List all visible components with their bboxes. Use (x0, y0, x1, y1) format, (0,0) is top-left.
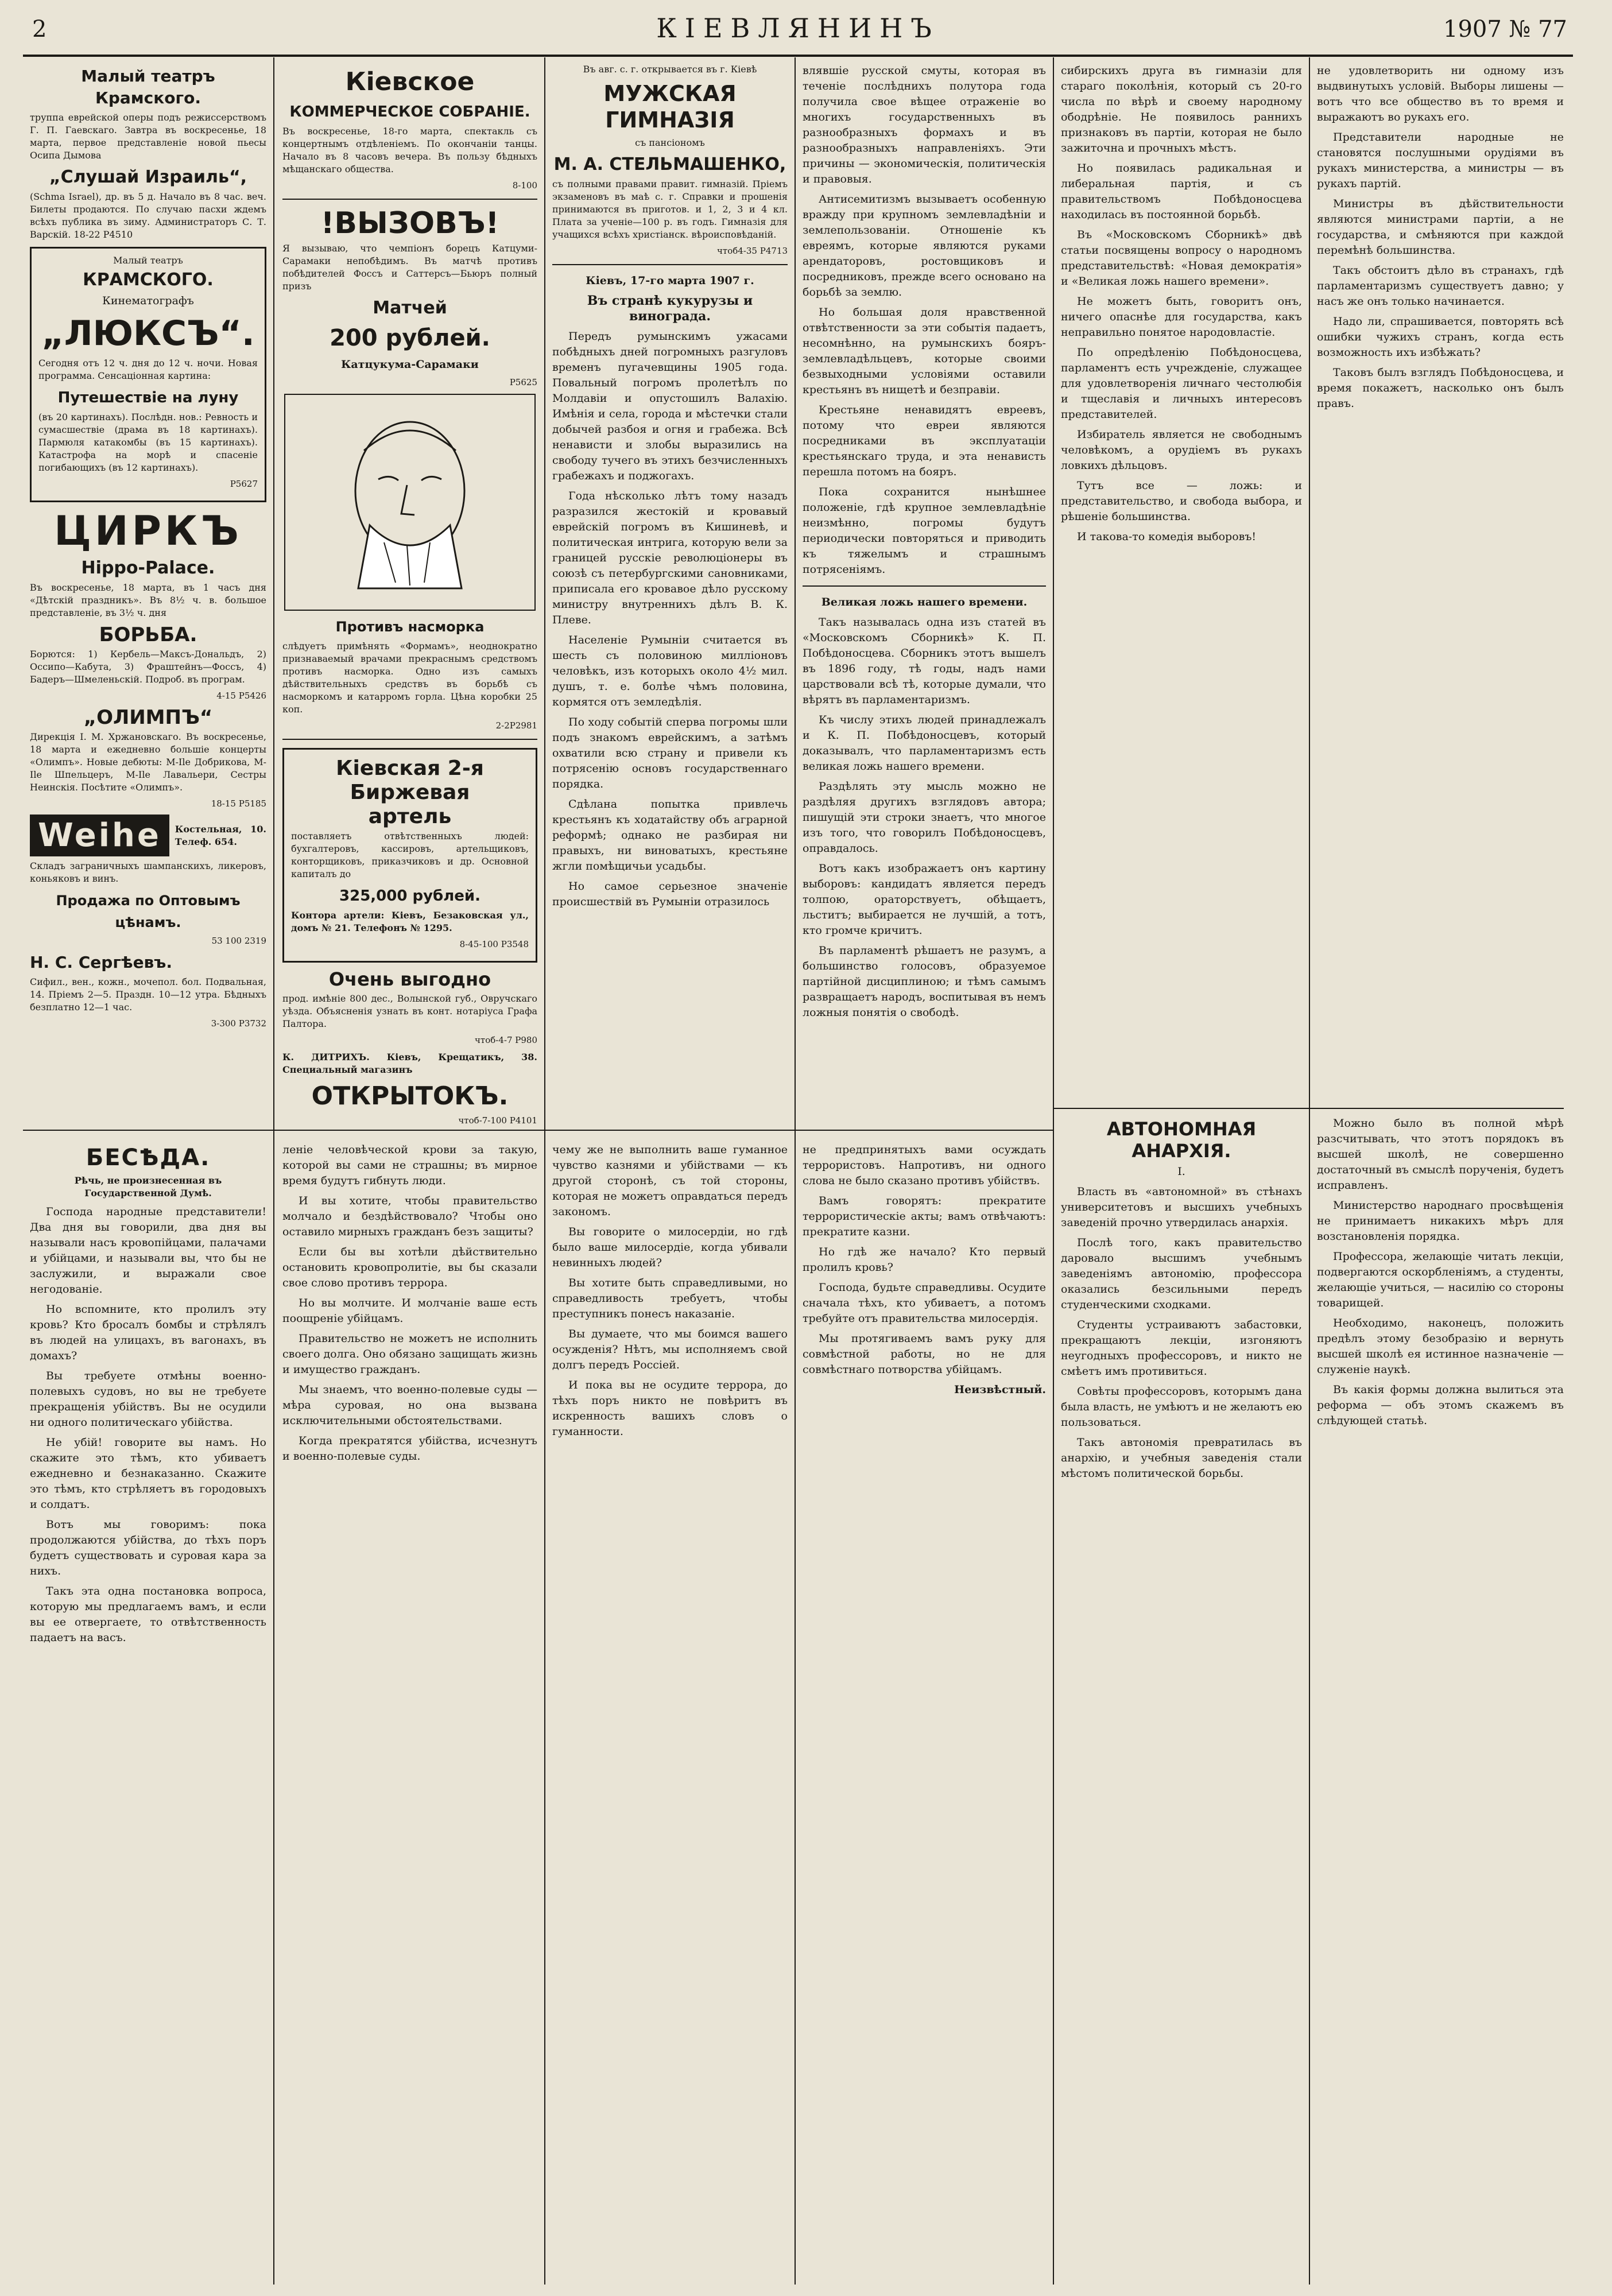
ad-title: Противъ насморка (335, 619, 485, 635)
ad-text: Въ авг. с. г. открывается въ г. Кіевѣ (583, 64, 757, 75)
article-title: АВТОНОМНАЯ АНАРХІЯ. (1106, 1118, 1257, 1162)
ad-text: Я вызываю, что чемпіонъ борецъ Катцуми-Сарамаки непобѣдимъ. Въ матчѣ противъ побѣдителей Фоссъ и Саттерсъ—Бьюръ полный призъ (282, 243, 537, 292)
article-paragraph: Министерство народнаго просвѣщенія не принимаетъ никакихъ мѣръ для возстановленія порядка. (1317, 1199, 1564, 1243)
article-paragraph: Не убій! говорите вы намъ. Но скажите это тѣмъ, кто убиваетъ ежедневно и безнаказанно. Скажите это тѣмъ, кто стрѣляетъ въ городовыхъ и солдатъ. (30, 1436, 266, 1511)
article-paragraph: Вотъ мы говоримъ: пока продолжаются убійства, до тѣхъ поръ будетъ существовать и суровая кара за нихъ. (30, 1518, 266, 1577)
ad-text: Дирекція І. М. Хржановскаго. Въ воскресенье, 18 марта и ежедневно большіе концерты «Олимпъ». Новые дебюты: М-Ile Добрикова, М-Ile Шпельцеръ, М-Ile Лавальери, Сестры Неинскія. Посѣтите «Олимпъ». (30, 731, 266, 793)
conversation-col-4 (803, 1142, 1046, 2285)
ad-text: Продажа по Оптовымъ цѣнамъ. (56, 893, 241, 930)
article-paragraph: Вы требуете отмѣны военно-полевыхъ судовъ, но вы не требуете прекращенія убійствъ. Вы не осудили ни одного политическаго убійства. (30, 1370, 266, 1429)
article-paragraph: Господа, будьте справедливы. Осудите сначала тѣхъ, кто убиваетъ, а потомъ требуйте отъ правительства милосердія. (803, 1281, 1046, 1325)
ads-column-middle (282, 63, 537, 1125)
ad-title: ЦИРКЪ (54, 507, 242, 554)
conversation-col-3 (552, 1142, 788, 2285)
article-paragraph: Вотъ какъ изображаетъ онъ картину выборовъ: кандидатъ является передъ толпою, ораторствуетъ, обѣщаетъ, льститъ; выбирается не лучшій, а тотъ, кто громче кричитъ. (803, 862, 1046, 937)
ad-sign: Катцукума-Сарамаки (341, 358, 479, 371)
ad-text: (Schma Israel), др. въ 5 д. Начало въ 8 час. веч. Билеты продаются. По случаю пасхи ждемъ всѣхъ публика въ зиму. Администраторъ С. Т. Варскій. 18-22 Р4510 (30, 191, 266, 240)
article-paragraph: Если бы вы хотѣли дѣйствительно остановить кровопролитіе, вы бы сказали свое слово противъ террора. (282, 1246, 537, 1289)
ad-code: 18-15 Р5185 (211, 798, 266, 809)
article-paragraph: Такъ автономія превратилась въ анархію, и учебныя заведенія стали мѣстомъ политической борьбы. (1061, 1436, 1302, 1480)
ad-code: 3-300 Р3732 (211, 1018, 266, 1029)
ads-column-left (30, 63, 266, 1125)
page-number: 2 (32, 16, 47, 42)
divider (282, 739, 537, 740)
ad-text: съ пансіономъ (635, 137, 705, 148)
ad-text: Костельная, 10. Телеф. 654. (175, 823, 266, 847)
section-rule (23, 1130, 1053, 1131)
ad-title: Малый театръ Крамского. (81, 67, 215, 107)
article-paragraph: Но вы молчите. И молчаніе ваше есть поощреніе убійцамъ. (282, 1297, 537, 1325)
article-paragraph: Но гдѣ же начало? Кто первый пролилъ кровь? (803, 1246, 1046, 1274)
ad-text: Складъ заграничныхъ шампанскихъ, ликеровъ, коньяковъ и винъ. (30, 860, 266, 884)
ad-text: слѣдуетъ примѣнять «Формамъ», неоднократно признаваемый врачами прекраснымъ средствомъ противъ насморка. Одно изъ самыхъ дѣйствительныхъ средствъ въ борьбѣ съ насморкомъ и катарромъ горла. Цѣна коробки 25 коп. (282, 641, 537, 715)
article-paragraph: Но вспомните, кто пролилъ эту кровь? Кто бросалъ бомбы и стрѣлялъ въ людей на улицахъ, въ вагонахъ, въ домахъ? (30, 1303, 266, 1362)
article-paragraph: Профессора, желающіе читать лекціи, подвергаются оскорбленіямъ, а студенты, желающіе учиться, — насилію со стороны товарищей. (1317, 1250, 1564, 1309)
ad-code: Р5625 (509, 377, 537, 387)
column-rule (795, 57, 796, 2285)
article-paragraph: леніе человѣческой крови за такую, которой вы сами не страшны; въ мирное время будутъ гибнуть люди. (282, 1143, 537, 1187)
column-5-top (1061, 63, 1302, 1102)
ad-play-title: „Слушай Израиль“, (49, 167, 247, 187)
ad-text: Кинематографъ (102, 294, 194, 307)
article-paragraph: Но самое серьезное значеніе происшествій въ Румыніи отразилось (552, 880, 788, 908)
article-paragraph: Въ какія формы должна вылиться эта реформа — объ этомъ скажемъ въ слѣдующей статьѣ. (1317, 1383, 1564, 1427)
article-paragraph: Года нѣсколько лѣтъ тому назадъ разразился жестокій и кровавый еврейскій погромъ въ Кишиневѣ, и политическая интрига, которую вели за границей русскіе революціонеры въ союзѣ съ петербургскими сановниками, приписала его кровавое дѣло русскому министру внутреннихъ дѣлъ В. К. Плеве. (552, 490, 788, 626)
ad-title: КОММЕРЧЕСКОЕ СОБРАНІЕ. (289, 103, 530, 121)
article-paragraph: И вы хотите, чтобы правительство молчало и бездѣйствовало? Чтобы оно оставило мирныхъ гражданъ безъ защиты? (282, 1194, 537, 1238)
ad-title: Н. С. Сергѣевъ. (30, 953, 172, 972)
article-paragraph: Тутъ все — ложь: и представительство, и свобода выбора, и рѣшеніе большинства. (1061, 479, 1302, 523)
article-paragraph: Крестьяне ненавидятъ евреевъ, потому что евреи являются посредниками въ эксплуатаціи крестьянскаго труда, и эта ненависть перешла потомъ на бояръ. (803, 404, 1046, 478)
article-paragraph: Пока сохранится нынѣшнее положеніе, гдѣ крупное землевладѣніе неизмѣнно, погромы будутъ периодически повторяться и приводить къ тяжелымъ и страшнымъ потрясеніямъ. (803, 486, 1046, 576)
ad-title: „ЛЮКСЪ“. (41, 313, 255, 354)
ad-text: съ полными правами правит. гимназій. Пріемъ экзаменовъ въ маѣ с. г. Справки и прошенія принимаются въ приготов. и 1, 2, 3 и 4 кл. Плата за ученіе—100 р. въ годъ. Гимназія для учащихся всѣхъ христіанск. вѣроисповѣданій. (552, 179, 788, 240)
column-rule (273, 1137, 274, 2285)
article-paragraph: По ходу событій сперва погромы шли подъ знакомъ еврейскимъ, а затѣмъ охватили всю страну и привели къ потрясенію основъ государственнаго порядка. (552, 716, 788, 790)
article-paragraph: Когда прекратятся убійства, исчезнутъ и военно-полевые суды. (282, 1434, 537, 1463)
article-paragraph: чему же не выполнить ваше гуманное чувство казнями и убійствами — къ другой сторонѣ, съ той стороны, которая не можетъ оправдаться передъ закономъ. (552, 1143, 788, 1218)
conversation-col-2 (282, 1142, 537, 2285)
dateline: Кіевъ, 17-го марта 1907 г. (586, 274, 754, 287)
column-rule (273, 57, 274, 1137)
ad-text: Сегодня отъ 12 ч. дня до 12 ч. ночи. Новая программа. Сенсаціонная картина: (38, 358, 258, 381)
ad-feature: БОРЬБА. (99, 623, 197, 646)
article-paragraph: Таковъ былъ взглядъ Побѣдоносцева, и время покажетъ, насколько онъ былъ правъ. (1317, 366, 1564, 410)
ad-code: чтоб4-35 Р4713 (716, 246, 788, 256)
weihe-ad (30, 815, 266, 856)
article-paragraph: Студенты устраиваютъ забастовки, прекращаютъ лекціи, изгоняютъ неугодныхъ профессоровъ, и никто не смѣетъ имъ противиться. (1061, 1318, 1302, 1378)
conversation-col-1 (30, 1142, 266, 2285)
ad-subtitle: Hippo-Palace. (81, 558, 215, 578)
anarchy-col-2 (1317, 1116, 1564, 2285)
column-4-top (803, 63, 1046, 1125)
article-paragraph: Но появилась радикальная и либеральная партія, и съ правительствомъ Побѣдоносцева находилась въ постоянной борьбѣ. (1061, 162, 1302, 221)
ad-text: Борются: 1) Кербель—Максъ-Дональдъ, 2) Оссипо—Кабута, 3) Фраштейнъ—Фоссъ, 4) Бадеръ—Шмеленьскій. Подроб. въ програм. (30, 649, 266, 685)
article-paragraph: не предпринятыхъ вами осуждать террористовъ. Напротивъ, ни одного слова не было сказано противъ убійствъ. (803, 1143, 1046, 1187)
article-title: БЕСѢДА. (86, 1145, 211, 1171)
column-6-top (1317, 63, 1564, 1102)
ad-text: Сифил., вен., кожн., мочепол. бол. Подвальная, 14. Пріемъ 2—5. Праздн. 10—12 утра. Бѣдныхъ безплатно 12—1 час. (30, 976, 266, 1013)
ad-text: (въ 20 картинахъ). Послѣдн. нов.: Ревность и сумасшествіе (драма въ 18 картинахъ). Пармюля катакомбы (въ 15 картинахъ). Катастрофа на морѣ и спасеніе погибающихъ (въ 12 картинахъ). (38, 412, 258, 473)
article-paragraph: Передъ румынскимъ ужасами побѣдныхъ дней погромныхъ разгуловъ временъ пугачевщины 1905 года. Повальный погромъ пролетѣлъ по Молдавіи и опустошилъ Валахію. Имѣнія и села, города и мѣстечки стали добычей разбоя и огня и грабежа. Всѣ ненависти и злобы выразились на свободу тучего въ этихъ безчисленныхъ грабежахъ и поджогахъ. (552, 330, 788, 482)
article-paragraph: Необходимо, наконецъ, положить предѣлъ этому безобразію и вернуть высшей школѣ ея истинное назначеніе — служеніе наукѣ. (1317, 1317, 1564, 1376)
ad-code: 8-45-100 Р3548 (459, 939, 529, 949)
ad-code: 53 100 2319 (211, 936, 266, 946)
column-3-top (552, 63, 788, 1125)
article-paragraph: Сдѣлана попытка привлечь крестьянъ къ ходатайству объ аграрной реформѣ; однако не разбирая ни правыхъ, ни виноватыхъ, крестьяне жгли помѣщичьи усадьбы. (552, 798, 788, 872)
ad-text: Въ воскресенье, 18 марта, въ 1 часъ дня «Дѣтскій праздникъ». Въ 8½ ч. в. большое представленіе, въ 3½ ч. дня (30, 582, 266, 618)
divider (282, 199, 537, 200)
ad-title: Кіевская 2-я (336, 757, 484, 780)
ad-title: ОТКРЫТОКЪ. (311, 1081, 509, 1111)
article-paragraph: Избиратель является не свободнымъ человѣкомъ, а орудіемъ въ рукахъ ловкихъ дѣльцовъ. (1061, 428, 1302, 472)
ad-text: Контора артели: Кіевъ, Безаковская ул., домъ № 21. Телефонъ № 1295. (291, 910, 529, 933)
article-paragraph: Такъ называлась одна изъ статей въ «Московскомъ Сборникѣ» К. П. Побѣдоносцева. Сборникъ этотъ вышелъ въ 1896 году, тѣ годы, надъ нами царствовали всѣ тѣ, которые думали, что вѣрятъ въ парламентаризмъ. (803, 616, 1046, 706)
article-paragraph: Такъ эта одна постановка вопроса, которую мы предлагаемъ вамъ, и если вы ее отвергаете, то отвѣтственность падаетъ на васъ. (30, 1585, 266, 1644)
ad-title: Кіевское (345, 67, 475, 96)
article-paragraph: Такъ обстоитъ дѣло въ странахъ, гдѣ парламентаризмъ существуетъ давно; у насъ же онъ только начинается. (1317, 264, 1564, 308)
ad-text: Малый театръ (113, 255, 183, 266)
article-paragraph: Вы говорите о милосердіи, но гдѣ было ваше милосердіе, когда убивали невинныхъ людей? (552, 1225, 788, 1269)
article-paragraph: Представители народные не становятся послушными орудіями въ рукахъ министерства, а министры — въ рукахъ партій. (1317, 131, 1564, 190)
article-paragraph: Министры въ дѣйствительности являются министрами партіи, а не государства, и смѣняются при каждой перемѣнѣ большинства. (1317, 197, 1564, 257)
ad-feature: 200 рублей. (330, 325, 490, 351)
article-subtitle: Рѣчь, не произнесенная въ Государственной Думѣ. (74, 1175, 222, 1199)
article-paragraph: И такова-то комедія выборовъ! (1077, 530, 1257, 543)
column-rule (544, 57, 545, 2285)
article-paragraph: Надо ли, спрашивается, повторять всѣ ошибки чужихъ странъ, когда есть возможность ихъ избѣжать? (1317, 315, 1564, 359)
ad-code: Р5627 (230, 479, 258, 489)
ad-title: Очень выгодно (328, 968, 491, 990)
ad-text: прод. имѣніе 800 дес., Волынской губ., Овручскаго уѣзда. Объясненія узнать въ конт. нотаріуса Графа Палтора. (282, 993, 537, 1029)
article-paragraph: Антисемитизмъ вызываетъ особенную вражду при крупномъ землевладѣніи и землепользованіи. Отношеніе къ евреямъ, которые являются руками арендаторовъ, ростовщиковъ и посредниковъ, прежде всего основано на борьбѣ за землю. (803, 193, 1046, 298)
ad-text: Въ воскресенье, 18-го марта, спектакль съ концертнымъ отдѣленіемъ. По окончаніи танцы. Начало въ 8 часовъ вечера. Въ пользу бѣдныхъ мѣщанскаго общества. (282, 126, 537, 174)
article-paragraph: По опредѣленію Побѣдоносцева, парламентъ есть учрежденіе, служащее для удовлетворенія личнаго честолюбія и тщеславія и личныхъ интересовъ представителей. (1061, 346, 1302, 421)
ad-feature: 325,000 рублей. (339, 887, 480, 905)
article-paragraph: Мы знаемъ, что военно-полевые суды — мѣра суровая, но она вызвана исключительными обстоятельствами. (282, 1383, 537, 1427)
article-part-number: I. (1177, 1165, 1185, 1178)
ad-title: КРАМСКОГО. (83, 270, 214, 290)
article-paragraph: Вы думаете, что мы боимся вашего осужденія? Нѣтъ, мы исполняемъ свой долгъ передъ Россіей. (552, 1328, 788, 1371)
lux-ad (30, 247, 266, 502)
article-paragraph: Но большая доля нравственной отвѣтственности за эти событія падаетъ, несомнѣнно, на румынскихъ бояръ-землевладѣльцевъ, которые своими безвыходными условіями оставили крестьянъ въ нищетѣ и безправіи. (803, 306, 1046, 396)
issue-number: 1907 № 77 (1443, 16, 1567, 42)
ad-title: МУЖСКАЯ ГИМНАЗІЯ (603, 81, 737, 133)
ad-feature: Путешествіе на луну (57, 389, 239, 406)
ad-code: чтоб-7-100 Р4101 (458, 1115, 537, 1125)
ad-title: артель (368, 805, 452, 828)
article-paragraph: Совѣты профессоровъ, которымъ дана была власть, не умѣютъ и не желаютъ ею пользоваться. (1061, 1385, 1302, 1429)
article-paragraph: Къ числу этихъ людей принадлежалъ и К. П. Побѣдоносцевъ, который доказывалъ, что парламентаризмъ есть великая ложь нашего времени. (803, 713, 1046, 773)
ad-feature: Матчей (373, 298, 447, 318)
ad-text: труппа еврейской оперы подъ режиссерствомъ Г. П. Гаевскаго. Завтра въ воскресенье, 18 марта, первое представленіе новой пьесы Осипа Дымова (30, 112, 266, 161)
column-rule (1309, 57, 1310, 2285)
article-signature: Неизвѣстный. (954, 1383, 1046, 1396)
sneezing-man-illustration (282, 393, 537, 611)
article-paragraph: Правительство не можетъ не исполнить своего долга. Оно обязано защищать жизнь и имущество гражданъ. (282, 1332, 537, 1376)
column-rule (1053, 57, 1054, 2285)
ad-code: чтоб-4-7 Р980 (475, 1035, 537, 1045)
article-paragraph: Господа народные представители! Два дня вы говорили, два дня вы называли насъ кровопійцами, палачами и убійцами, и называли вы, что бы не заслужили, и выражали свое негодованіе. (30, 1205, 266, 1296)
article-paragraph: Населеніе Румыніи считается въ шесть съ половиною милліоновъ человѣкъ, изъ которыхъ около 4½ мил. душъ, т. е. болѣе чѣмъ половина, кормятся отъ земледѣлія. (552, 634, 788, 708)
article-paragraph: Въ парламентѣ рѣшаетъ не разумъ, а большинство голосовъ, образуемое партійной дисциплиною; и тѣмъ самымъ развращаетъ народъ, воспитывая въ немъ ложныя понятія о свободѣ. (803, 944, 1046, 1019)
divider (803, 585, 1046, 587)
article-paragraph: И пока вы не осудите террора, до тѣхъ поръ никто не повѣритъ въ искренность вашихъ словъ о гуманности. (552, 1379, 788, 1438)
ad-title: М. А. СТЕЛЬМАШЕНКО, (553, 154, 786, 174)
anarchy-col-1 (1061, 1116, 1302, 2285)
article-paragraph: Послѣ того, какъ правительство даровало высшимъ учебнымъ заведеніямъ автономію, профессора оказались безсильными передъ студенческими сходками. (1061, 1236, 1302, 1311)
article-paragraph: Власть въ «автономной» въ стѣнахъ университетовъ и высшихъ учебныхъ заведеній прочно утвердилась анархія. (1061, 1185, 1302, 1229)
article-paragraph: Въ «Московскомъ Сборникѣ» двѣ статьи посвящены вопросу о народномъ представительствѣ: «Новая демократія» и «Великая ложь нашего времени». (1061, 228, 1302, 288)
ad-title: !ВЫЗОВЪ! (320, 206, 499, 241)
divider (552, 264, 788, 265)
article-title: Въ странѣ кукурузы и винограда. (587, 293, 753, 324)
section-rule (1053, 1108, 1564, 1109)
ad-title: Weihe (30, 815, 169, 856)
article-paragraph: Раздѣлять эту мысль можно не раздѣляя другихъ взглядовъ автора; пишущій эти строки знаетъ, что многое изъ того, что говорилъ Побѣдоносцевъ, оправдалось. (803, 780, 1046, 855)
article-paragraph: Не можетъ быть, говоритъ онъ, ничего опаснѣе для государства, какъ неправильно понятое народовластіе. (1061, 295, 1302, 339)
article-paragraph: влявшіе русской смуты, которая въ теченіе послѣднихъ полутора года получила свое вѣщее отраженіе во многихъ государственныхъ въ разнообразныхъ формахъ и въ разнообразныхъ направленіяхъ. Эти причины — экономическія, политическія и правовыя. (803, 64, 1046, 185)
article-paragraph: Вамъ говорятъ: прекратите террористическіе акты; вамъ отвѣчаютъ: прекратите казни. (803, 1194, 1046, 1238)
paper-title: КІЕВЛЯНИНЪ (656, 13, 940, 44)
ad-text: поставляетъ отвѣтственныхъ людей: бухгалтеровъ, кассировъ, артельщиковъ, конторщиковъ, приказчиковъ и др. Основной капиталъ до (291, 831, 529, 879)
ad-text: К. ДИТРИХЪ. Кіевъ, Крещатикъ, 38. Специальный магазинъ (282, 1052, 537, 1075)
article-paragraph: Мы протягиваемъ вамъ руку для совмѣстной работы, но не для совмѣстнаго потворства убійцамъ. (803, 1332, 1046, 1376)
page-header (23, 0, 1573, 57)
ad-code: 8-100 (512, 180, 537, 191)
ad-code: 4-15 Р5426 (216, 691, 266, 701)
ad-title: „ОЛИМПЪ“ (83, 706, 213, 729)
ad-title: Биржевая (350, 781, 470, 804)
article-paragraph: сибирскихъ друга въ гимназіи для стараго поколѣнія, который съ 20-го числа по вѣрѣ и своему народному ободрѣніе. Не появилось раннихъ признаковъ въ партіи, которая не было зажиточна и прочныхъ мѣстъ. (1061, 64, 1302, 154)
article-paragraph: Вы хотите быть справедливыми, но справедливость требуетъ, чтобы преступникъ понесъ наказаніе. (552, 1277, 788, 1320)
article-title: Великая ложь нашего времени. (821, 596, 1028, 608)
ad-code: 2-2Р2981 (495, 720, 537, 731)
artel-ad (282, 748, 537, 963)
article-paragraph: Можно было въ полной мѣрѣ разсчитывать, что этотъ порядокъ въ высшей школѣ, не совершенно достаточный въ смыслѣ порученія, будетъ исправленъ. (1317, 1117, 1564, 1192)
article-paragraph: не удовлетворить ни одному изъ выдвинутыхъ условій. Выборы лишены — вотъ что все общество въ то время и выражаютъ во рукахъ его. (1317, 64, 1564, 123)
